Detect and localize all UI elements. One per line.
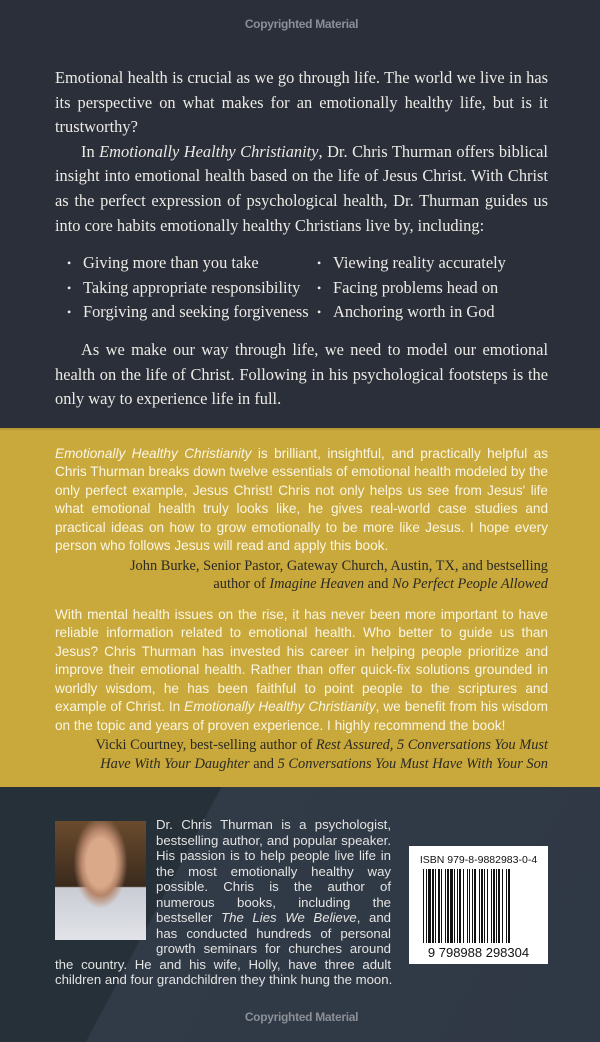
author-photo (55, 821, 146, 940)
barcode-bar (472, 869, 473, 943)
barcode-bar (484, 869, 485, 943)
book-title: Rest Assured, 5 Conversations You Must Have With Your Daughter (100, 737, 548, 772)
barcode-bar (496, 869, 497, 943)
barcode-bar (491, 869, 492, 943)
list-item: • Forgiving and seeking forgiveness (67, 300, 317, 325)
book-title: 5 Conversations You Must Have With Your Son (277, 755, 548, 772)
endorsement-attribution (55, 736, 548, 773)
barcode-bar (474, 869, 476, 943)
book-title: The Lies We Believe (221, 910, 357, 926)
barcode-bar (463, 869, 464, 943)
text: Vicki Courtney, best-selling author of (95, 737, 316, 754)
text: and (249, 755, 278, 772)
endorsement-1 (55, 445, 548, 594)
barcode-bar (479, 869, 480, 943)
text: Dr. Chris Thurman is a psychologist, bestselling author, and popular speaker. His passion is to help people live life in the most emotionally healthy way possible. Chris is the author of numerous books, including the bestseller (156, 817, 391, 926)
barcode-bar (450, 869, 453, 943)
text: , and has conducted hundreds of personal growth seminars for churches around the country. He and his wife, Holly, have three adult children and four grandchildren they think hung the moon. (55, 910, 393, 988)
copyright-watermark-top: Copyrighted Material (244, 17, 359, 31)
barcode-bar (445, 869, 446, 943)
book-title: Imagine Heaven (269, 576, 365, 593)
book-title: Emotionally Healthy Christianity (99, 141, 319, 161)
endorsements-section (0, 428, 600, 788)
habits-list (67, 251, 548, 325)
text: With mental health issues on the rise, it has never been more important to have reliable information related to emotional health. Who better to guide us than Jesus? Chris Thurman has invested his career in helping people prioritize and improve their emotional health. Rather than offer quick-fix solutions grounded in worldly wisdom, he has been faithful to point people to the scriptures and example of Christ. In (55, 606, 548, 715)
text: author of (213, 576, 270, 593)
text: In (81, 141, 100, 161)
book-description (55, 66, 548, 412)
barcode-bar (502, 869, 503, 943)
list-item: • Viewing reality accurately (317, 251, 547, 276)
description-paragraph-1: Emotional health is crucial as we go through life. The world we live in has its perspective on what makes for an emotionally healthy life, but is it trustworthy? (55, 68, 548, 137)
text: , Dr. Chris Thurman offers biblical insight into emotional health based on the life of Jesus Christ. With Christ as the perfect expression of psychological health, Dr. Thurman guides us into core habits emotionally healthy Christians live by, including: (55, 141, 548, 235)
barcode-bar (459, 869, 461, 943)
author-section (0, 787, 600, 1042)
attribution-line (55, 575, 548, 594)
endorsement-2 (55, 606, 548, 774)
isbn-barcode (409, 846, 548, 964)
text: , we benefit from his wisdom on the topic and years of proven experience. I highly recommend the book! (55, 699, 549, 733)
barcode-bar (432, 869, 434, 943)
description-paragraph-3: As we make our way through life, we need to model our emotional health on the life of Christ. Following in his psychological footsteps is the only way to experience life in full. (55, 339, 548, 409)
barcode-bar (435, 869, 436, 943)
barcode-bar (426, 869, 427, 943)
list-item: • Taking appropriate responsibility (67, 276, 317, 301)
barcode-bar (469, 869, 470, 943)
barcode-bar (423, 869, 424, 943)
barcode-bar (508, 869, 510, 943)
barcode-bar (493, 869, 495, 943)
barcode-bar (438, 869, 440, 943)
description-paragraph-2 (55, 140, 548, 238)
author-bio (55, 817, 548, 988)
isbn-label: ISBN 979-8-9882983-0-4 (419, 854, 538, 867)
text: and (364, 576, 392, 593)
copyright-watermark-bottom: Copyrighted Material (244, 1009, 359, 1024)
endorsement-attribution (55, 557, 548, 594)
barcode-bar (487, 869, 488, 943)
barcode-bar (506, 869, 507, 943)
barcode-bar (498, 869, 500, 943)
description-section (0, 0, 600, 428)
barcode-bar (447, 869, 449, 943)
barcode-bar (441, 869, 442, 943)
barcode-bar (428, 869, 431, 943)
book-title: Emotionally Healthy Christianity (55, 445, 252, 461)
list-item: • Facing problems head on (317, 276, 547, 301)
book-title: No Perfect People Allowed (392, 576, 548, 593)
barcode-digits: 9 798988 298304 (409, 945, 548, 960)
endorsement-text (55, 606, 548, 736)
attribution-line: John Burke, Senior Pastor, Gateway Church, Austin, TX, and bestselling (129, 557, 548, 574)
barcode-bars (419, 869, 539, 943)
text: is brilliant, insightful, and practically helpful as Chris Thurman breaks down twelve essentials of emotional health modeled by the only perfect example, Jesus Christ! Chris not only helps us see from Jesus' life what emotional health truly looks like, he gives real-world case studies and practical ideas on how to grow emotionally to be more like Jesus. I hope every person who follows Jesus will read and apply this book. (55, 445, 548, 554)
barcode-bar (457, 869, 458, 943)
barcode-bar (454, 869, 455, 943)
book-title: Emotionally Healthy Christianity (184, 699, 376, 715)
list-item: • Anchoring worth in God (317, 300, 547, 325)
endorsement-text (55, 445, 548, 556)
barcode-bar (467, 869, 468, 943)
list-item: • Giving more than you take (67, 251, 317, 276)
barcode-bar (481, 869, 483, 943)
